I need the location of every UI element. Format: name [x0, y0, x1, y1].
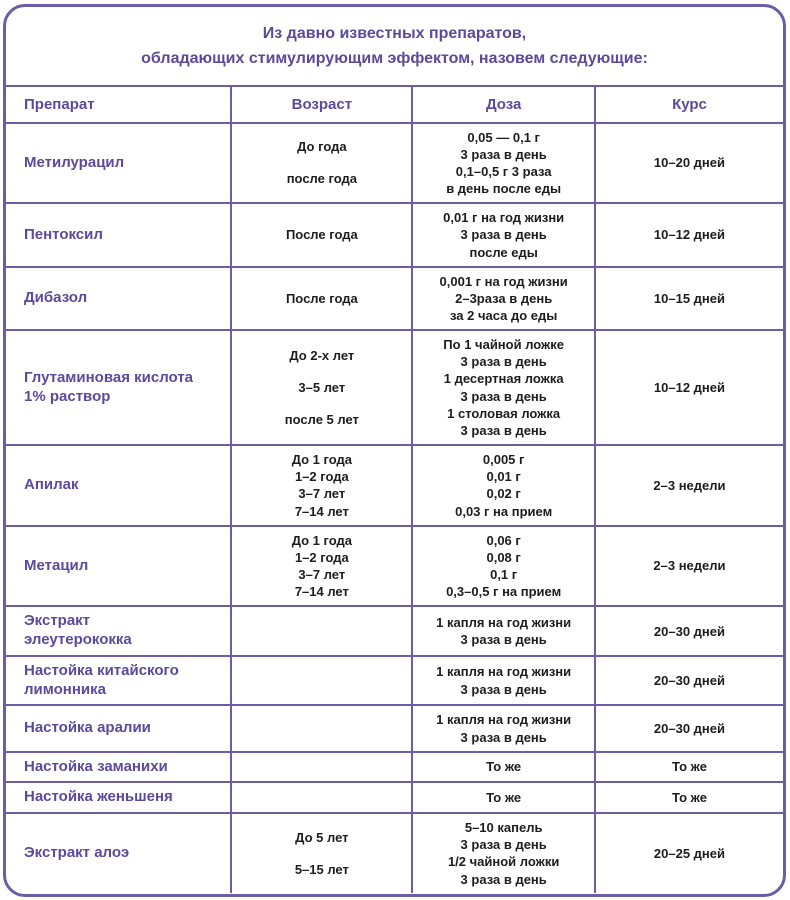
dose-cell: 1 капля на год жизни 3 раза в день	[412, 606, 595, 656]
drug-table	[6, 85, 783, 893]
dose-cell: 5–10 капель 3 раза в день 1/2 чайной ложки 3 раза в день	[412, 813, 595, 893]
table-row	[6, 330, 783, 445]
drug-name-cell: Апилак	[6, 445, 231, 526]
dose-cell: То же	[412, 782, 595, 813]
table-row	[6, 606, 783, 656]
page-title	[6, 7, 783, 85]
header-row	[6, 86, 783, 123]
table-row	[6, 782, 783, 813]
column-header-dose: Доза	[412, 86, 595, 123]
course-cell: 20–25 дней	[595, 813, 783, 893]
table-row	[6, 267, 783, 330]
course-cell: 10–20 дней	[595, 123, 783, 204]
table-row	[6, 123, 783, 204]
table-row	[6, 526, 783, 607]
course-cell: То же	[595, 752, 783, 783]
dose-cell: 0,01 г на год жизни 3 раза в день после еды	[412, 203, 595, 266]
dose-cell: 0,005 г 0,01 г 0,02 г 0,03 г на прием	[412, 445, 595, 526]
dose-cell: То же	[412, 752, 595, 783]
title-line-2: обладающих стимулирующим эффектом, назовем следующие:	[141, 49, 648, 67]
age-cell: После года	[231, 203, 412, 266]
age-cell	[231, 705, 412, 751]
dose-cell: 1 капля на год жизни 3 раза в день	[412, 705, 595, 751]
drug-name-cell: Настойка аралии	[6, 705, 231, 751]
course-cell: 10–12 дней	[595, 330, 783, 445]
age-cell	[231, 656, 412, 706]
table-row	[6, 656, 783, 706]
table-row	[6, 203, 783, 266]
drug-name-cell: Дибазол	[6, 267, 231, 330]
drug-name-cell: Экстракт элеутерококка	[6, 606, 231, 656]
title-line-1: Из давно известных препаратов,	[262, 25, 527, 42]
dose-cell: 0,001 г на год жизни 2–3раза в день за 2 часа до еды	[412, 267, 595, 330]
drug-name-cell: Метацил	[6, 526, 231, 607]
drug-name-cell: Метилурацил	[6, 123, 231, 204]
drug-name-cell: Настойка китайского лимонника	[6, 656, 231, 706]
drug-name-cell: Настойка заманихи	[6, 752, 231, 783]
age-cell: До 1 года 1–2 года 3–7 лет 7–14 лет	[231, 445, 412, 526]
drug-name-cell: Глутаминовая кислота 1% раствор	[6, 330, 231, 445]
dose-cell: 0,05 — 0,1 г 3 раза в день 0,1–0,5 г 3 раза в день после еды	[412, 123, 595, 204]
table-row	[6, 445, 783, 526]
dose-cell: 0,06 г 0,08 г 0,1 г 0,3–0,5 г на прием	[412, 526, 595, 607]
age-cell: До 1 года 1–2 года 3–7 лет 7–14 лет	[231, 526, 412, 607]
course-cell: 2–3 недели	[595, 445, 783, 526]
table-row	[6, 705, 783, 751]
table-row	[6, 813, 783, 893]
course-cell: 10–15 дней	[595, 267, 783, 330]
course-cell: 2–3 недели	[595, 526, 783, 607]
table-body	[6, 123, 783, 893]
course-cell: То же	[595, 782, 783, 813]
course-cell: 20–30 дней	[595, 606, 783, 656]
table-row	[6, 752, 783, 783]
age-cell: До 5 лет 5–15 лет	[231, 813, 412, 893]
table-frame	[3, 4, 786, 897]
course-cell: 10–12 дней	[595, 203, 783, 266]
course-cell: 20–30 дней	[595, 705, 783, 751]
drug-name-cell: Настойка женьшеня	[6, 782, 231, 813]
drug-name-cell: Экстракт алоэ	[6, 813, 231, 893]
age-cell	[231, 782, 412, 813]
age-cell	[231, 606, 412, 656]
age-cell: До 2-х лет 3–5 лет после 5 лет	[231, 330, 412, 445]
age-cell: После года	[231, 267, 412, 330]
age-cell	[231, 752, 412, 783]
column-header-age: Возраст	[231, 86, 412, 123]
dose-cell: 1 капля на год жизни 3 раза в день	[412, 656, 595, 706]
drug-name-cell: Пентоксил	[6, 203, 231, 266]
age-cell: До года после года	[231, 123, 412, 204]
course-cell: 20–30 дней	[595, 656, 783, 706]
column-header-drug: Препарат	[6, 86, 231, 123]
dose-cell: По 1 чайной ложке 3 раза в день 1 десертная ложка 3 раза в день 1 столовая ложка 3 раза в день	[412, 330, 595, 445]
column-header-course: Курс	[595, 86, 783, 123]
